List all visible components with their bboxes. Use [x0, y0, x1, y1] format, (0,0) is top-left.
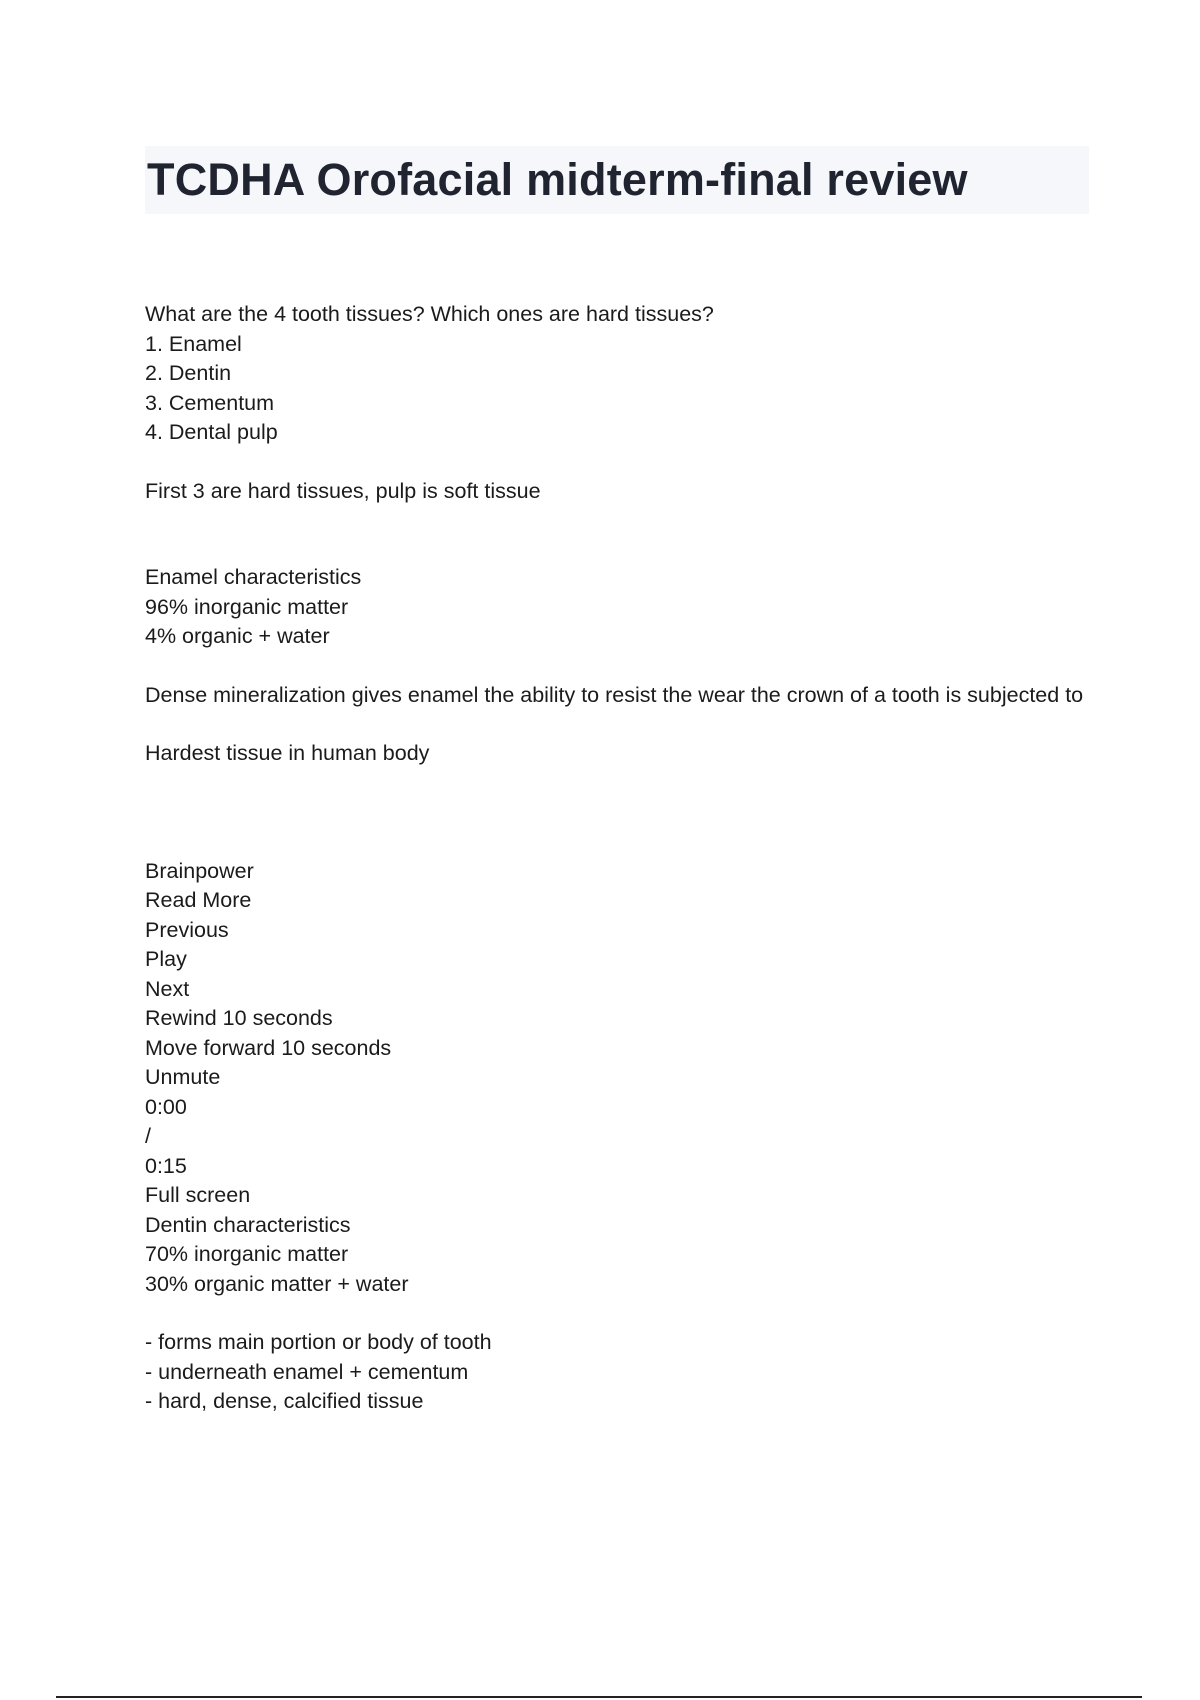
card-enamel: [145, 563, 1095, 769]
rewind-button[interactable]: Rewind 10 seconds: [145, 1006, 333, 1030]
card-tooth-tissues: [145, 300, 1095, 506]
card-dentin: [145, 1211, 1095, 1417]
fact-text: Hardest tissue in human body: [145, 741, 430, 765]
answer-note: First 3 are hard tissues, pulp is soft tissue: [145, 478, 541, 503]
fullscreen-button[interactable]: Full screen: [145, 1183, 251, 1207]
card-heading: Enamel characteristics: [145, 565, 362, 589]
card-heading: Dentin characteristics: [145, 1212, 351, 1237]
video-player-text: [145, 857, 1095, 1211]
spacer: [145, 448, 1095, 477]
time-separator: /: [145, 1124, 151, 1148]
play-button[interactable]: Play: [145, 947, 187, 971]
question-text: What are the 4 tooth tissues? Which ones are hard tissues?: [145, 302, 714, 326]
previous-button[interactable]: Previous: [145, 917, 229, 942]
list-item: 2. Dentin: [145, 361, 232, 385]
list-item: 1. Enamel: [145, 331, 242, 356]
list-item: 4. Dental pulp: [145, 420, 278, 444]
forward-button[interactable]: Move forward 10 seconds: [145, 1035, 392, 1060]
stat-line: 70% inorganic matter: [145, 1242, 349, 1266]
bullet-item: - hard, dense, calcified tissue: [145, 1389, 424, 1413]
stat-line: 4% organic + water: [145, 624, 330, 648]
player-brand: Brainpower: [145, 858, 254, 883]
bullet-item: - forms main portion or body of tooth: [145, 1330, 492, 1354]
page-title: TCDHA Orofacial midterm-final review: [147, 154, 968, 205]
spacer: [145, 652, 1095, 681]
spacer: [145, 710, 1095, 739]
footer-divider: [56, 1696, 1142, 1698]
bullet-item: - underneath enamel + cementum: [145, 1359, 469, 1384]
document-body: [145, 300, 1095, 1417]
list-item: 3. Cementum: [145, 390, 275, 415]
stat-line: 96% inorganic matter: [145, 594, 349, 619]
spacer: [145, 769, 1095, 857]
spacer: [145, 1299, 1095, 1328]
paragraph-text: Dense mineralization gives enamel the ability to resist the wear the crown of a tooth is subjected to: [145, 682, 1084, 707]
next-button[interactable]: Next: [145, 976, 190, 1001]
spacer: [145, 506, 1095, 563]
current-time: 0:00: [145, 1094, 187, 1119]
duration-time: 0:15: [145, 1153, 187, 1178]
unmute-button[interactable]: Unmute: [145, 1065, 221, 1089]
stat-line: 30% organic matter + water: [145, 1271, 409, 1296]
title-band: [145, 146, 1089, 214]
read-more-link[interactable]: Read More: [145, 888, 252, 912]
